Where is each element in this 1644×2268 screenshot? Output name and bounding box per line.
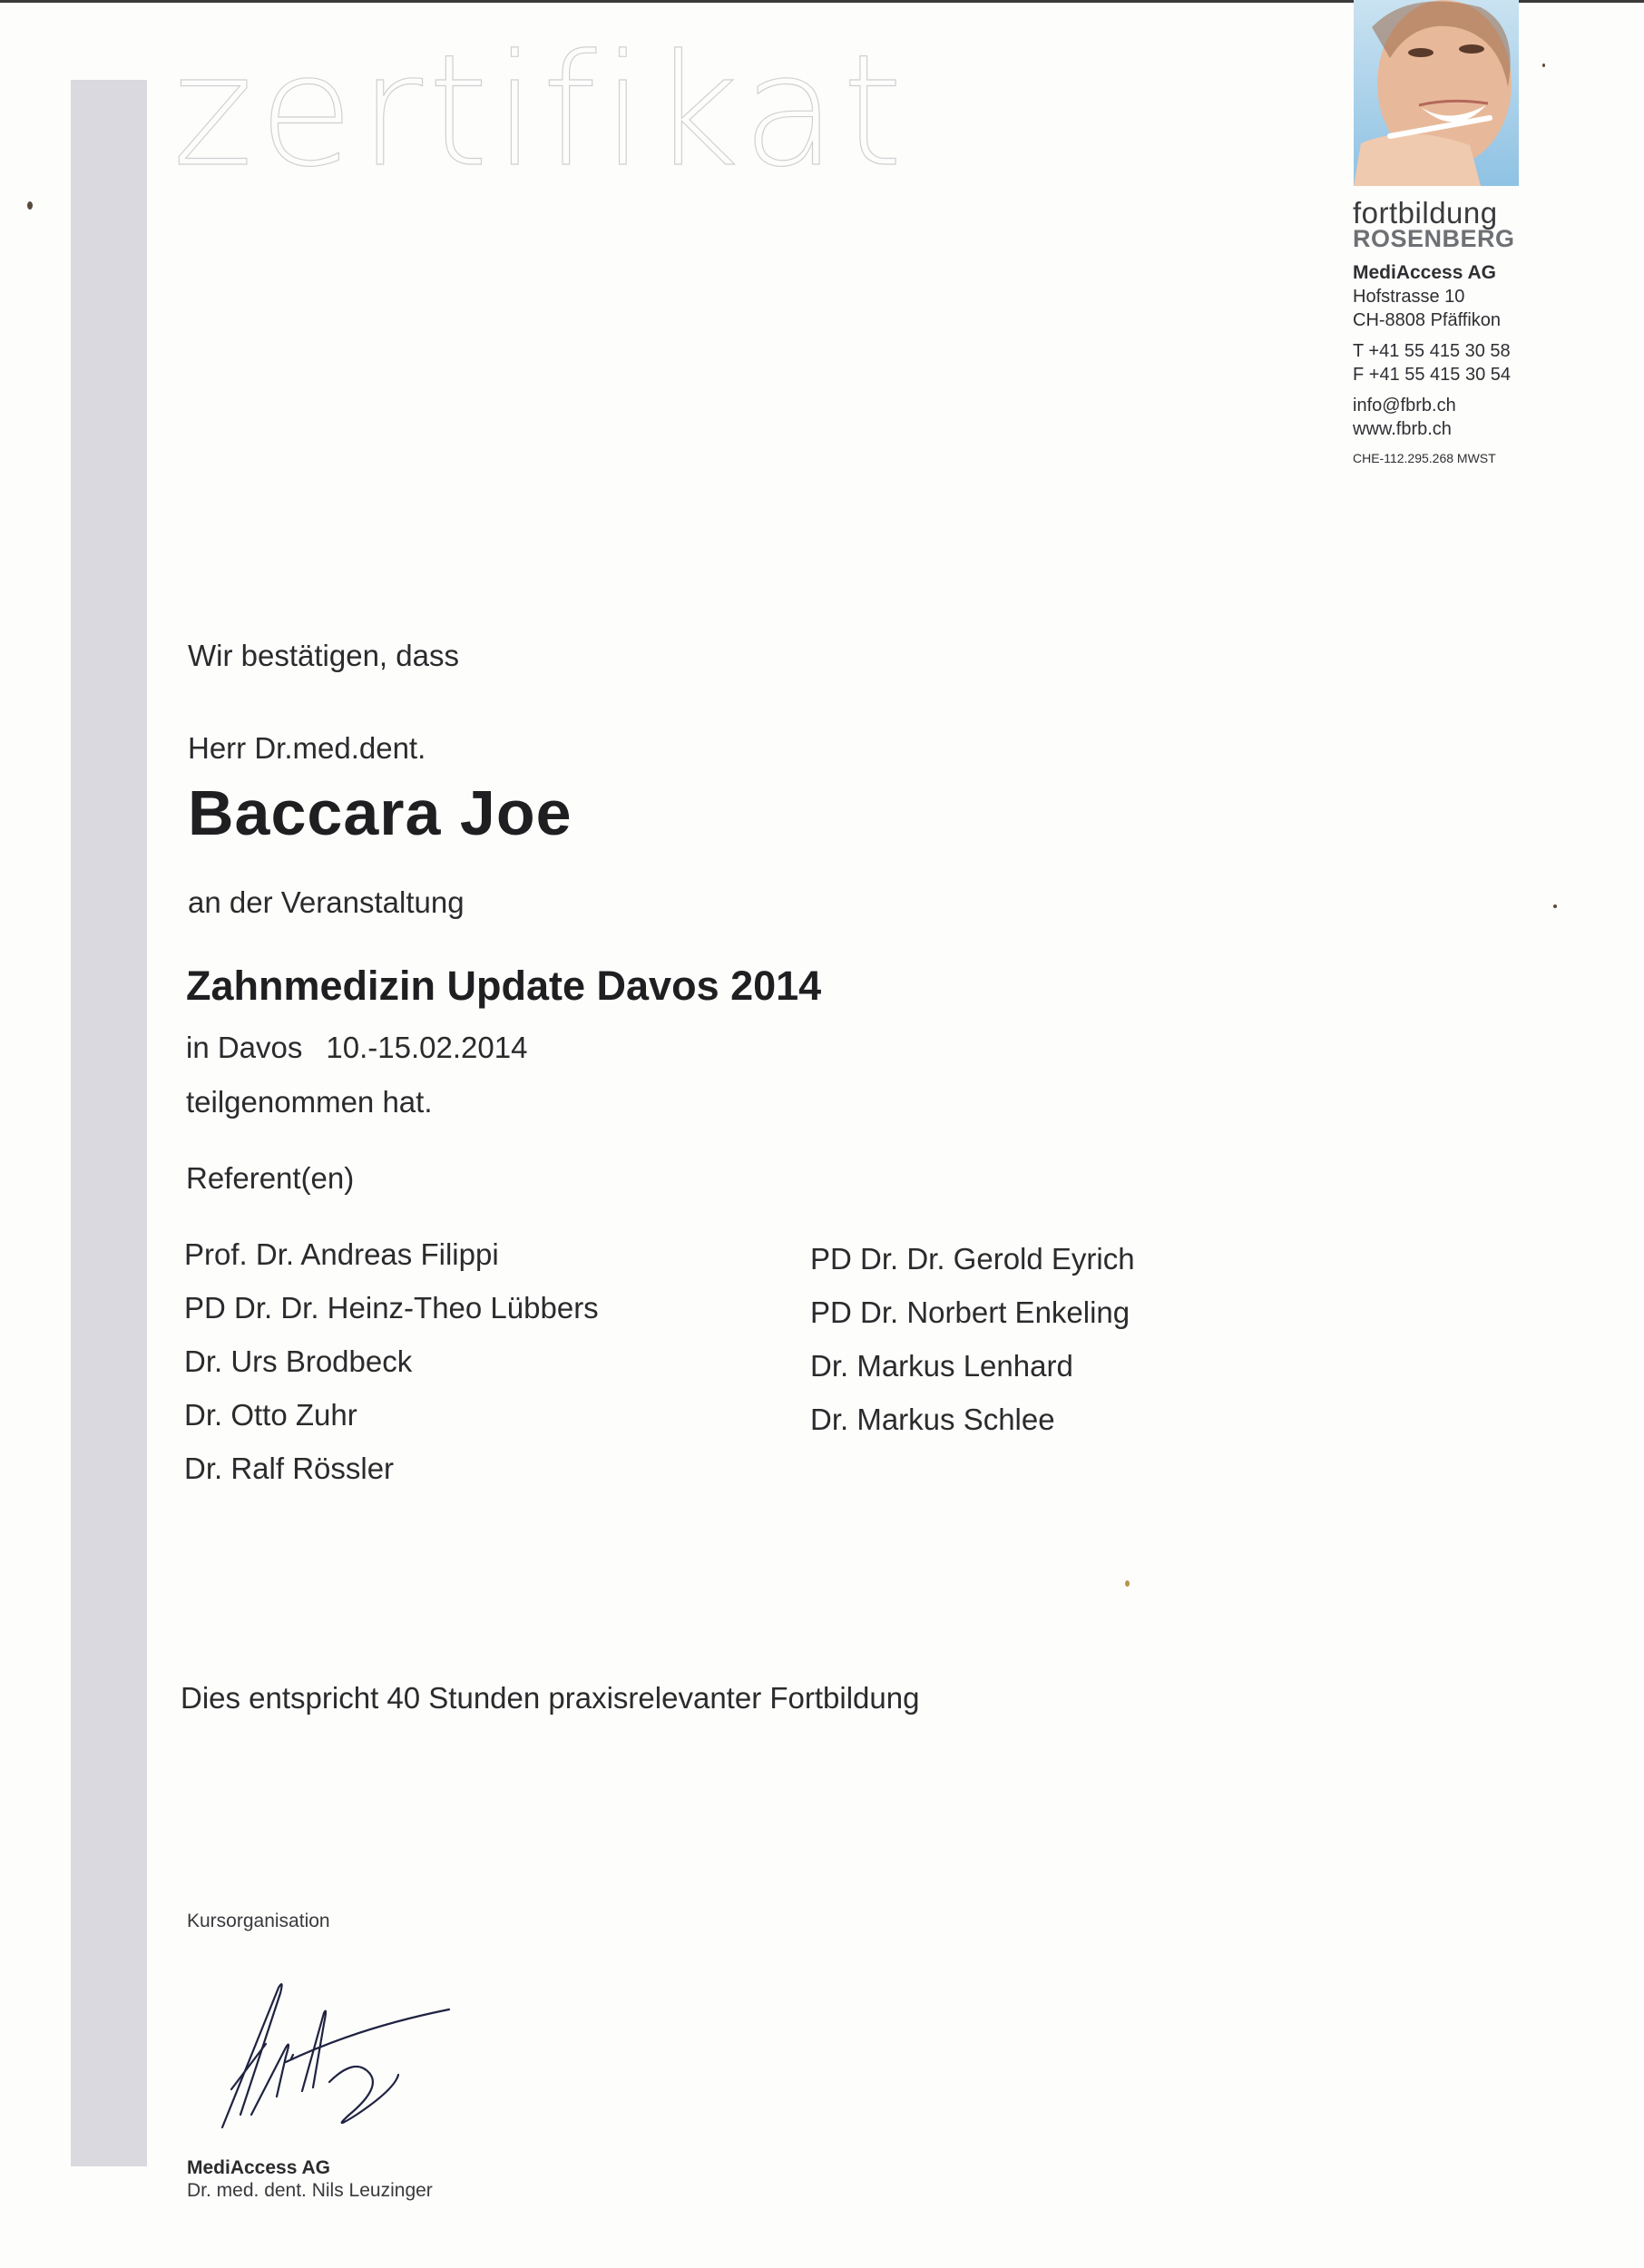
speaker-name: PD Dr. Dr. Gerold Eyrich bbox=[810, 1242, 1135, 1276]
event-intro: an der Veranstaltung bbox=[188, 885, 465, 919]
brand-name-line2: ROSENBERG bbox=[1353, 225, 1515, 252]
speaker-name: Dr. Ralf Rössler bbox=[184, 1452, 395, 1485]
issuer-web: www.fbrb.ch bbox=[1353, 419, 1452, 439]
participant-salutation: Herr Dr.med.dent. bbox=[188, 731, 426, 765]
brand-name-line1: fortbildung bbox=[1353, 196, 1498, 230]
organizer-company: MediAccess AG bbox=[187, 2157, 330, 2178]
issuer-company: MediAccess AG bbox=[1353, 262, 1496, 283]
certificate-headline: zertifikat bbox=[172, 22, 908, 201]
event-dates: 10.-15.02.2014 bbox=[326, 1031, 528, 1064]
speaker-name: PD Dr. Norbert Enkeling bbox=[810, 1295, 1130, 1329]
issuer-email: info@fbrb.ch bbox=[1353, 396, 1456, 415]
speaker-name: Prof. Dr. Andreas Filippi bbox=[184, 1237, 499, 1271]
brand-photo bbox=[1354, 0, 1519, 186]
scan-speck bbox=[1553, 904, 1557, 908]
event-location-line bbox=[186, 1031, 527, 1065]
issuer-vat-number: CHE-112.295.268 MWST bbox=[1353, 451, 1496, 465]
participation-statement: teilgenommen hat. bbox=[186, 1085, 433, 1119]
issuer-phone: T +41 55 415 30 58 bbox=[1353, 341, 1511, 361]
speakers-list-right bbox=[810, 1242, 1135, 1456]
speaker-name: Dr. Otto Zuhr bbox=[184, 1398, 357, 1432]
issuer-address-block bbox=[1353, 261, 1511, 470]
issuer-fax: F +41 55 415 30 54 bbox=[1353, 365, 1512, 385]
speaker-name: Dr. Urs Brodbeck bbox=[184, 1344, 413, 1378]
scan-speck bbox=[1125, 1580, 1130, 1587]
decorative-sidebar-band bbox=[71, 80, 147, 2166]
handwritten-signature bbox=[177, 1937, 467, 2146]
speaker-name: Dr. Markus Schlee bbox=[810, 1403, 1055, 1436]
speakers-heading: Referent(en) bbox=[186, 1161, 355, 1195]
issuer-city: CH-8808 Pfäffikon bbox=[1353, 310, 1502, 330]
scan-speck bbox=[27, 201, 33, 210]
organizer-label: Kursorganisation bbox=[187, 1911, 330, 1931]
signer-name: Dr. med. dent. Nils Leuzinger bbox=[187, 2180, 433, 2201]
scan-speck bbox=[1542, 64, 1545, 67]
participant-name: Baccara Joe bbox=[188, 777, 572, 848]
issuer-street: Hofstrasse 10 bbox=[1353, 287, 1465, 307]
credit-hours-statement: Dies entspricht 40 Stunden praxisrelevanter Fortbildung bbox=[181, 1681, 920, 1715]
speaker-name: Dr. Markus Lenhard bbox=[810, 1349, 1073, 1383]
confirmation-intro: Wir bestätigen, dass bbox=[188, 639, 459, 672]
event-title: Zahnmedizin Update Davos 2014 bbox=[186, 963, 822, 1009]
speaker-name: PD Dr. Dr. Heinz-Theo Lübbers bbox=[184, 1291, 599, 1325]
event-location: in Davos bbox=[186, 1031, 303, 1064]
speakers-list-left bbox=[184, 1237, 599, 1505]
